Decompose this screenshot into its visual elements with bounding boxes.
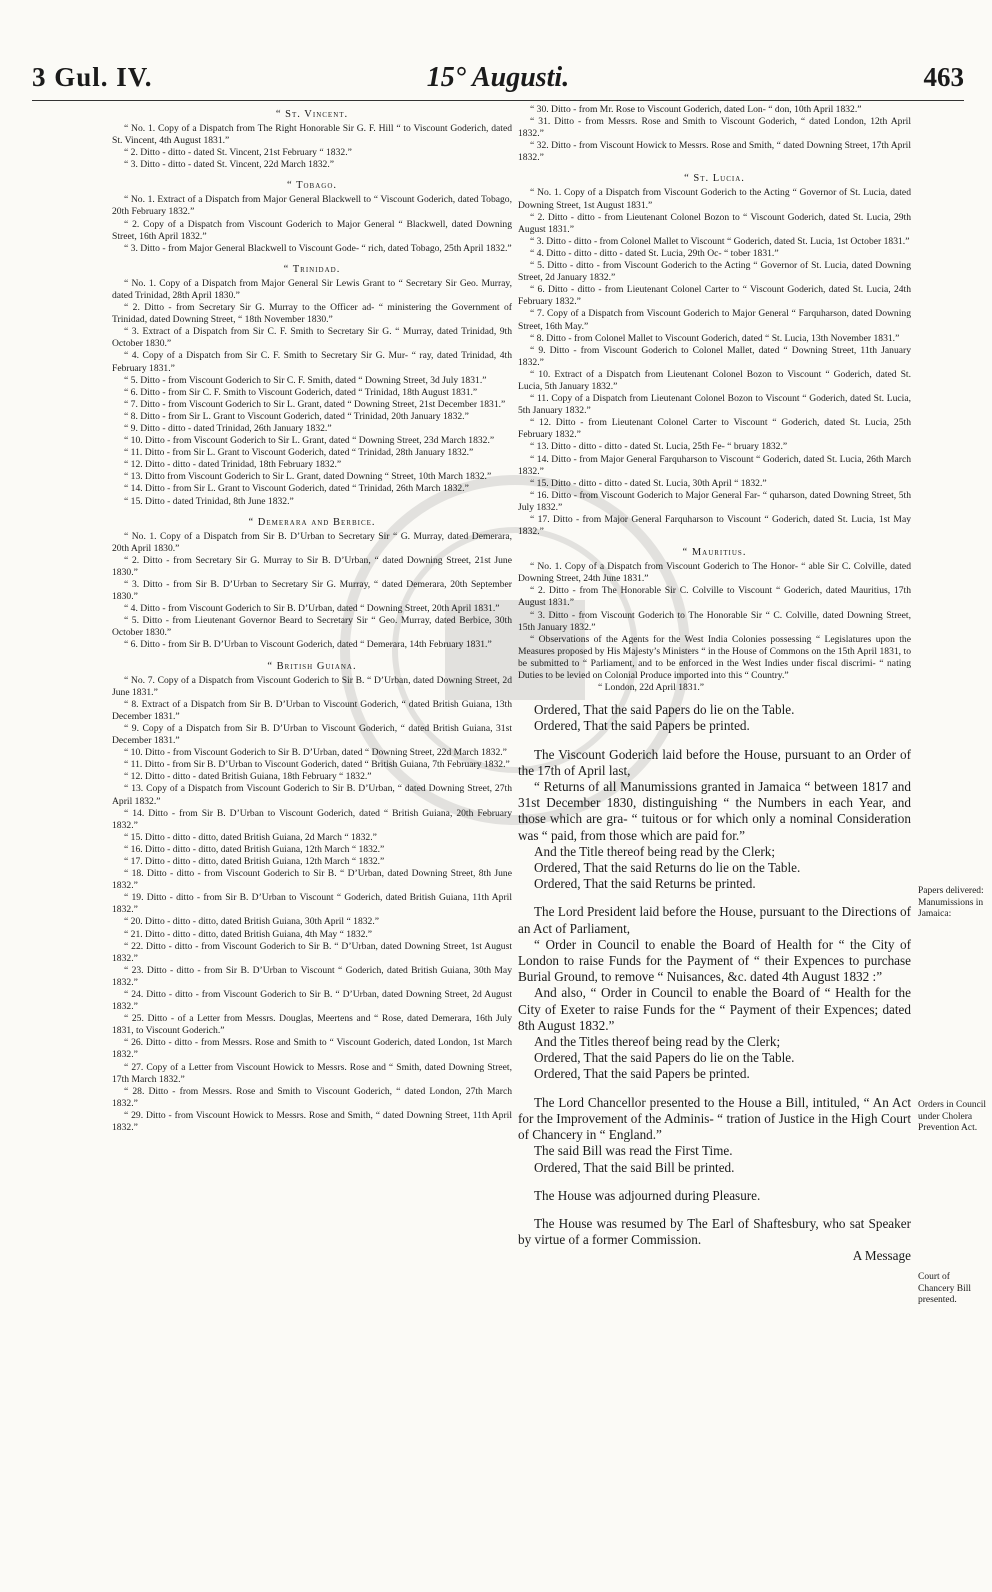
list-item: “ 25. Ditto - of a Letter from Messrs. Douglas, Meertens and “ Rose, dated Demerara, 16th July 1831, to Viscount Goderich.”	[112, 1013, 512, 1037]
list-item: “ 15. Ditto - dated Trinidad, 8th June 1832.”	[124, 495, 294, 507]
list-item: “ 4. Ditto - from Viscount Goderich to Sir B. D’Urban, dated “ Downing Street, 20th April 1831.”	[124, 603, 500, 615]
section-heading: “ St. Lucia.	[684, 173, 745, 185]
list-item: “ 11. Copy of a Dispatch from Lieutenant Colonel Bozon to Viscount “ Goderich, dated St. Lucia, 5th January 1832.”	[518, 393, 911, 417]
list-item: “ London, 22d April 1831.”	[598, 682, 705, 694]
section-st-lucia	[518, 173, 911, 538]
entry-text: “ Returns of all Manumissions granted in Jamaica “ between 1817 and 31st December 1830, distinguishing “ the Numbers in each Year, and those which are gra- “ tuitous or for which only a nominal Consideration was “ paid, from those which are paid for.”	[518, 779, 911, 843]
list-item: “ No. 1. Copy of a Dispatch from Viscount Goderich to the Acting “ Governor of St. Lucia, dated Downing Street, 1st August 1831.”	[518, 187, 911, 211]
list-item: “ 9. Ditto - ditto - dated Trinidad, 26th January 1832.”	[124, 422, 332, 434]
list-item: “ 3. Ditto - from Sir B. D’Urban to Secretary Sir G. Murray, “ dated Demerara, 20th September 1830.”	[112, 579, 512, 603]
list-item: “ No. 1. Copy of a Dispatch from Sir B. D’Urban to Secretary Sir “ G. Murray, dated Demerara, 20th April 1830.”	[112, 530, 512, 554]
list-item: “ 11. Ditto - from Sir B. D’Urban to Viscount Goderich, dated “ British Guiana, 7th February 1832.”	[124, 759, 510, 771]
list-item: “ 8. Extract of a Dispatch from Sir B. D’Urban to Viscount Goderich, “ dated British Guiana, 13th December 1831.”	[112, 698, 512, 722]
list-item: “ 13. Ditto from Viscount Goderich to Sir L. Grant, dated Downing “ Street, 10th March 1832.”	[124, 471, 492, 483]
section-trinidad	[112, 264, 512, 508]
section-heading: “ Mauritius.	[682, 547, 747, 559]
manumissions-entry	[518, 747, 911, 893]
list-item: “ 10. Ditto - from Viscount Goderich to Sir L. Grant, dated “ Downing Street, 23d March 1832.”	[124, 435, 495, 447]
list-item: “ 7. Copy of a Dispatch from Viscount Goderich to Major General “ Farquharson, dated Downing Street, 16th May.”	[518, 308, 911, 332]
order-text: Ordered, That the said Papers do lie on the Table.	[534, 702, 795, 718]
list-item: “ No. 1. Extract of a Dispatch from Major General Blackwell to “ Viscount Goderich, dated Tobago, 20th February 1832.”	[112, 194, 512, 218]
list-item: “ 4. Ditto - ditto - ditto - dated St. Lucia, 29th Oc- “ tober 1831.”	[530, 247, 779, 259]
catchword: A Message	[852, 1248, 911, 1264]
list-item: “ 5. Ditto - from Viscount Goderich to Sir C. F. Smith, dated “ Downing Street, 3d July 1831.”	[124, 374, 487, 386]
entry-text: The Viscount Goderich laid before the House, pursuant to an Order of the 17th of April last,	[518, 746, 911, 778]
list-item: “ 20. Ditto - ditto - ditto, dated British Guiana, 30th April “ 1832.”	[124, 916, 379, 928]
chancery-entry	[518, 1095, 911, 1176]
list-item: “ No. 1. Copy of a Dispatch from The Right Honorable Sir G. F. Hill “ to Viscount Goderich, dated St. Vincent, 4th August 1831.”	[112, 123, 512, 147]
list-item: “ No. 1. Copy of a Dispatch from Viscount Goderich to The Honor- “ able Sir C. Colville, dated Downing Street, 24th June 1831.”	[518, 561, 911, 585]
entry-text: Ordered, That the said Bill be printed.	[534, 1159, 735, 1175]
left-column	[112, 104, 512, 1134]
list-item: “ 3. Extract of a Dispatch from Sir C. F. Smith to Secretary Sir G. “ Murray, dated Trinidad, 9th October 1830.”	[112, 326, 512, 350]
list-item: “ 11. Ditto - from Sir L. Grant to Viscount Goderich, dated “ Trinidad, 28th January 1832.”	[124, 447, 474, 459]
list-item: “ 15. Ditto - ditto - ditto, dated British Guiana, 2d March “ 1832.”	[124, 831, 377, 843]
section-mauritius	[518, 547, 911, 694]
header-rule	[32, 100, 964, 101]
list-item: “ 31. Ditto - from Messrs. Rose and Smith to Viscount Goderich, “ dated London, 12th April 1832.”	[518, 116, 911, 140]
list-item: “ 17. Ditto - ditto - ditto, dated British Guiana, 12th March “ 1832.”	[124, 855, 385, 867]
list-item: “ Observations of the Agents for the West India Colonies possessing “ Legislatures upon the Measures proposed by His Majesty’s Ministers “ in the House of Commons on the 15th April 1831, to be submitted to “ Parliament, and to be enforced in the West Indies under fiscal discrimi- “ nating Duties to be levied on Colonial Produce imported into this “ Country.”	[518, 633, 911, 682]
margin-note-cholera: Orders in Council under Cholera Prevention Act.	[918, 1100, 987, 1133]
page-date: 15° Augusti.	[426, 62, 570, 93]
list-item: “ 16. Ditto - from Viscount Goderich to Major General Far- “ quharson, dated Downing Street, 5th July 1832.”	[518, 489, 911, 513]
list-item: “ 9. Ditto - from Viscount Goderich to Colonel Mallet, dated “ Downing Street, 11th January 1832.”	[518, 344, 911, 368]
list-item: “ 8. Ditto - from Colonel Mallet to Viscount Goderich, dated “ St. Lucia, 13th November 1831.”	[530, 332, 900, 344]
list-item: “ 13. Ditto - ditto - ditto - dated St. Lucia, 25th Fe- “ bruary 1832.”	[530, 441, 788, 453]
section-heading: “ Tobago.	[286, 180, 338, 192]
section-demerara-berbice	[112, 517, 512, 652]
list-item: “ 2. Ditto - ditto - dated St. Vincent, 21st February “ 1832.”	[124, 147, 352, 159]
list-item: “ 12. Ditto - ditto - dated Trinidad, 18th February 1832.”	[124, 459, 342, 471]
list-item: “ 16. Ditto - ditto - ditto, dated British Guiana, 12th March “ 1832.”	[124, 843, 385, 855]
british-guiana-continued	[518, 104, 911, 164]
list-item: “ 14. Ditto - from Major General Farquharson to Viscount “ Goderich, dated St. Lucia, 26th March 1832.”	[518, 453, 911, 477]
list-item: “ 12. Ditto - ditto - dated British Guiana, 18th February “ 1832.”	[124, 771, 372, 783]
resumption-text: The House was resumed by The Earl of Shaftesbury, who sat Speaker by virtue of a former Commission.	[518, 1215, 911, 1248]
right-column	[518, 104, 911, 1265]
list-item: “ 6. Ditto - from Sir C. F. Smith to Viscount Goderich, dated “ Trinidad, 18th August 1831.”	[124, 386, 478, 398]
list-item: “ 8. Ditto - from Sir L. Grant to Viscount Goderich, dated “ Trinidad, 20th January 1832.”	[124, 410, 469, 422]
entry-text: “ Order in Council to enable the Board of Health for “ the City of London to raise Funds for the Payment of “ their Expences to purchase Burial Ground, to remove “ Nuisances, &c. dated 4th August 1832 :”	[518, 936, 911, 985]
section-british-guiana	[112, 661, 512, 1135]
list-item: “ 2. Ditto - from Secretary Sir G. Murray to Sir B. D’Urban, “ dated Downing Street, 21st June 1830.”	[112, 554, 512, 578]
margin-note-manumissions: Papers delivered: Manumissions in Jamaica:	[918, 886, 984, 919]
entry-text: The said Bill was read the First Time.	[534, 1143, 733, 1159]
entry-text: The Lord President laid before the House, pursuant to the Directions of an Act of Parliament,	[518, 904, 911, 936]
entry-text: And the Titles thereof being read by the Clerk;	[534, 1034, 781, 1050]
list-item: “ 2. Copy of a Dispatch from Viscount Goderich to Major General “ Blackwell, dated Downing Street, 16th April 1832.”	[112, 218, 512, 242]
list-item: “ 2. Ditto - ditto - from Lieutenant Colonel Bozon to “ Viscount Goderich, dated St. Lucia, 29th August 1831.”	[518, 211, 911, 235]
list-item: “ 29. Ditto - from Viscount Howick to Messrs. Rose and Smith, “ dated Downing Street, 11th April 1832.”	[112, 1109, 512, 1134]
regnal-year: 3 Gul. IV.	[32, 62, 153, 92]
section-st-vincent	[112, 109, 512, 171]
entry-text: And the Title thereof being read by the Clerk;	[534, 843, 775, 859]
list-item: “ 5. Ditto - ditto - from Viscount Goderich to the Acting “ Governor of St. Lucia, dated Downing Street, 2d January 1832.”	[518, 260, 911, 284]
list-item: “ 17. Ditto - from Major General Farquharson to Viscount “ Goderich, dated St. Lucia, 1st May 1832.”	[518, 514, 911, 538]
margin-note-chancery: Court of Chancery Bill presented.	[918, 1272, 972, 1305]
list-item: “ 5. Ditto - from Lieutenant Governor Beard to Secretary Sir “ Geo. Murray, dated Berbice, 30th October 1830.”	[112, 615, 512, 639]
entry-text: The Lord Chancellor presented to the House a Bill, intituled, “ An Act for the Improvement of the Adminis- “ tration of Justice in the High Court of Chancery in “ England.”	[518, 1094, 911, 1143]
list-item: “ 2. Ditto - from The Honorable Sir C. Colville to Viscount “ Goderich, dated Mauritius, 17th August 1831.”	[518, 585, 911, 609]
list-item: “ 6. Ditto - from Sir B. D’Urban to Viscount Goderich, dated “ Demerara, 14th February 1831.”	[124, 639, 492, 651]
list-item: “ 15. Ditto - ditto - ditto - dated St. Lucia, 30th April “ 1832.”	[530, 477, 767, 489]
section-heading: “ Demerara and Berbice.	[248, 516, 376, 528]
order-text: Ordered, That the said Papers be printed.	[534, 718, 750, 734]
list-item: “ 3. Ditto - ditto - dated St. Vincent, 22d March 1832.”	[124, 159, 335, 171]
page-number: 463	[923, 62, 964, 92]
section-heading: “ Trinidad.	[283, 263, 341, 275]
list-item: “ 14. Ditto - from Sir B. D’Urban to Viscount Goderich, dated “ British Guiana, 20th February 1832.”	[112, 807, 512, 831]
list-item: “ 3. Ditto - from Major General Blackwell to Viscount Gode- “ rich, dated Tobago, 25th April 1832.”	[124, 242, 512, 254]
list-item: “ 30. Ditto - from Mr. Rose to Viscount Goderich, dated Lon- “ don, 10th April 1832.”	[530, 104, 862, 115]
entry-text: Ordered, That the said Papers be printed.	[534, 1066, 750, 1082]
list-item: “ 6. Ditto - ditto - from Lieutenant Colonel Carter to “ Viscount Goderich, dated St. Lucia, 24th February 1832.”	[518, 284, 911, 308]
list-item: “ 23. Ditto - ditto - from Sir B. D’Urban to Viscount “ Goderich, dated British Guiana, 30th May 1832.”	[112, 964, 512, 988]
list-item: “ 19. Ditto - ditto - from Sir B. D’Urban to Viscount “ Goderich, dated British Guiana, 11th April 1832.”	[112, 892, 512, 916]
list-item: “ 22. Ditto - ditto - from Viscount Goderich to Sir B. “ D’Urban, dated Downing Street, 1st August 1832.”	[112, 940, 512, 964]
section-tobago	[112, 180, 512, 254]
list-item: “ 32. Ditto - from Viscount Howick to Messrs. Rose and Smith, “ dated Downing Street, 17th April 1832.”	[518, 140, 911, 164]
list-item: “ 13. Copy of a Dispatch from Viscount Goderich to Sir B. D’Urban, “ dated Downing Street, 27th April 1832.”	[112, 783, 512, 807]
list-item: “ 3. Ditto - ditto - from Colonel Mallet to Viscount “ Goderich, dated St. Lucia, 1st October 1831.”	[530, 235, 910, 247]
page-header	[32, 62, 964, 102]
section-heading: “ British Guiana.	[267, 660, 357, 672]
list-item: “ No. 7. Copy of a Dispatch from Viscount Goderich to Sir B. “ D’Urban, dated Downing Street, 2d June 1831.”	[112, 674, 512, 698]
list-item: “ 7. Ditto - from Viscount Goderich to Sir L. Grant, dated “ Downing Street, 21st December 1831.”	[124, 398, 506, 410]
list-item: “ 18. Ditto - ditto - from Viscount Goderich to Sir B. “ D’Urban, dated Downing Street, 8th June 1832.”	[112, 868, 512, 892]
list-item: “ 2. Ditto - from Secretary Sir G. Murray to the Officer ad- “ ministering the Government of Trinidad, dated Downing Street, “ 18th November 1830.”	[112, 302, 512, 326]
list-item: “ No. 1. Copy of a Dispatch from Major General Sir Lewis Grant to “ Secretary Sir Geo. Murray, dated Trinidad, 28th April 1830.”	[112, 277, 512, 301]
entry-text: Ordered, That the said Returns be printed.	[534, 876, 756, 892]
list-item: “ 9. Copy of a Dispatch from Sir B. D’Urban to Viscount Goderich, “ dated British Guiana, 31st December 1831.”	[112, 722, 512, 747]
list-item: “ 10. Extract of a Dispatch from Lieutenant Colonel Bozon to Viscount “ Goderich, dated St. Lucia, 5th January 1832.”	[518, 368, 911, 392]
cholera-entry	[518, 904, 911, 1082]
section-heading: “ St. Vincent.	[275, 109, 349, 120]
list-item: “ 28. Ditto - from Messrs. Rose and Smith to Viscount Goderich, “ dated London, 27th March 1832.”	[112, 1085, 512, 1109]
list-item: “ 21. Ditto - ditto - ditto, dated British Guiana, 4th May “ 1832.”	[124, 928, 373, 940]
list-item: “ 24. Ditto - ditto - from Viscount Goderich to Sir B. “ D’Urban, dated Downing Street, 2d August 1832.”	[112, 989, 512, 1013]
list-item: “ 26. Ditto - ditto - from Messrs. Rose and Smith to “ Viscount Goderich, dated London, 1st March 1832.”	[112, 1037, 512, 1061]
list-item: “ 27. Copy of a Letter from Viscount Howick to Messrs. Rose and “ Smith, dated Downing Street, 17th March 1832.”	[112, 1061, 512, 1085]
list-item: “ 3. Ditto - from Viscount Goderich to The Honorable Sir “ C. Colville, dated Downing Street, 15th January 1832.”	[518, 609, 911, 633]
entry-text: And also, “ Order in Council to enable the Board of “ Health for the City of Exeter to raise Funds for the “ Payment of their Expences; dated 8th August 1832.”	[518, 985, 911, 1033]
entry-text: Ordered, That the said Returns do lie on the Table.	[534, 860, 801, 876]
list-item: “ 10. Ditto - from Viscount Goderich to Sir B. D’Urban, dated “ Downing Street, 22d March 1832.”	[124, 747, 507, 759]
list-item: “ 14. Ditto - from Sir L. Grant to Viscount Goderich, dated “ Trinidad, 26th March 1832.”	[124, 483, 469, 495]
entry-text: Ordered, That the said Papers do lie on the Table.	[534, 1050, 795, 1066]
adjournment-text: The House was adjourned during Pleasure.	[534, 1187, 761, 1203]
list-item: “ 4. Copy of a Dispatch from Sir C. F. Smith to Secretary Sir G. Mur- “ ray, dated Trinidad, 4th February 1831.”	[112, 350, 512, 374]
list-item: “ 12. Ditto - from Lieutenant Colonel Carter to Viscount “ Goderich, dated St. Lucia, 25th February 1832.”	[518, 417, 911, 441]
